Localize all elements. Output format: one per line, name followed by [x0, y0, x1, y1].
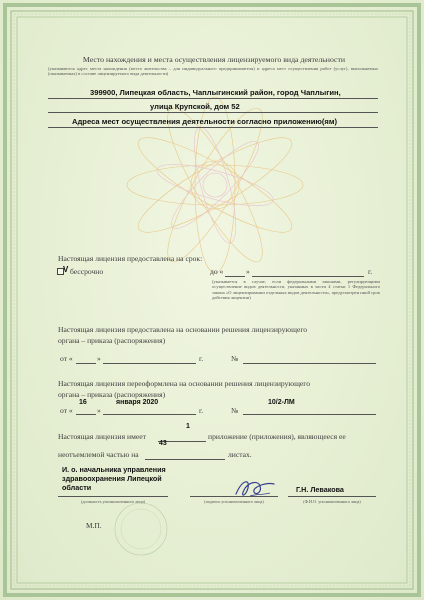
signature-line — [190, 496, 278, 497]
stamp-label: М.П. — [86, 521, 102, 530]
appendix-addresses-text: Адреса мест осуществления деятельности согласно приложению(ям) — [72, 117, 337, 126]
address-line-1: 399900, Липецкая область, Чаплыгинский район, город Чаплыгин, — [90, 88, 341, 97]
option-unlimited: бессрочно — [70, 267, 104, 276]
term-day-line — [225, 276, 245, 277]
term-until-label: до « — [210, 267, 224, 276]
granted-from-label: от « — [60, 354, 73, 363]
location-heading: Место нахождения и места осуществления лицензируемого вида деятельности — [82, 55, 346, 64]
granted-date-line — [103, 363, 196, 364]
appendix-count: 1 — [186, 423, 190, 430]
appendix-text-line-2: неотъемлемой частью на — [58, 450, 139, 459]
term-year-suffix: г. — [368, 267, 373, 276]
appendix-sheets-line — [145, 459, 225, 460]
reissued-text-line-1: Настоящая лицензия переоформлена на основании решения лицензирующего — [58, 379, 311, 388]
signature-caption: (подпись уполномоченного лица) — [204, 499, 264, 504]
reissued-quote-close: » — [97, 406, 101, 415]
address-underline-1 — [48, 98, 378, 99]
stamp-placeholder — [112, 500, 170, 558]
term-date-line — [252, 276, 364, 277]
granted-number-label: № — [231, 354, 239, 363]
name-caption: (Ф.И.О. уполномоченного лица) — [303, 499, 361, 504]
reissued-day-line — [76, 414, 96, 415]
reissued-number-label: № — [231, 406, 239, 415]
granted-text-line-2: органа – приказа (распоряжения) — [58, 336, 166, 345]
term-quote-close: » — [246, 267, 250, 276]
position-line — [58, 496, 168, 497]
granted-quote-close: » — [97, 354, 101, 363]
reissued-date-line — [103, 414, 196, 415]
appendix-sheets: 43 — [159, 440, 167, 447]
handwritten-signature — [232, 474, 278, 502]
address-underline-3 — [48, 127, 378, 128]
granted-number-line — [243, 363, 376, 364]
position-line-3: области — [62, 483, 92, 492]
name-line — [288, 496, 376, 497]
check-mark: V — [63, 265, 69, 274]
reissued-number: 10/2-ЛМ — [268, 399, 295, 406]
granted-year-suffix: г. — [199, 354, 204, 363]
appendix-sheets-suffix: листах. — [228, 450, 252, 459]
term-heading: Настоящая лицензия предоставлена на срок: — [58, 254, 203, 263]
appendix-text-before: Настоящая лицензия имеет — [58, 432, 146, 441]
reissued-month-year: января 2020 — [116, 399, 159, 406]
position-line-1: И. о. начальника управления — [62, 465, 166, 474]
address-underline-2 — [48, 112, 378, 113]
position-line-2: здравоохранения Липецкой — [62, 474, 162, 483]
term-note: (указывается в случае, если федеральными законами, регулирующими осуществление видов деятельности, указанных в части 4 статьи 1 Федерального закона «О лицензировании отдельных видов деятельности», предусмотрен иной срок действия лицензии) — [212, 279, 380, 301]
reissued-year-suffix: г. — [199, 406, 204, 415]
position-caption: (должность уполномоченного лица) — [80, 499, 146, 504]
granted-day-line — [76, 363, 96, 364]
reissued-number-line — [243, 414, 376, 415]
reissued-day: 16 — [79, 399, 87, 406]
signatory-name: Г.Н. Левакова — [296, 485, 344, 494]
address-line-2: улица Крупской, дом 52 — [150, 102, 240, 111]
location-note: (указываются адрес места нахождения (место жительства – для индивидуального предпринимателя) и адреса мест осуществления работ (услуг), выполняемых (оказываемых) в составе лицензируемого вида деятельности) — [48, 66, 378, 77]
granted-text-line-1: Настоящая лицензия предоставлена на основании решения лицензирующего — [58, 325, 308, 334]
reissued-from-label: от « — [60, 406, 73, 415]
reissued-text-line-2: органа – приказа (распоряжения) — [58, 390, 166, 399]
appendix-text-after: приложение (приложения), являющееся ее — [208, 432, 346, 441]
